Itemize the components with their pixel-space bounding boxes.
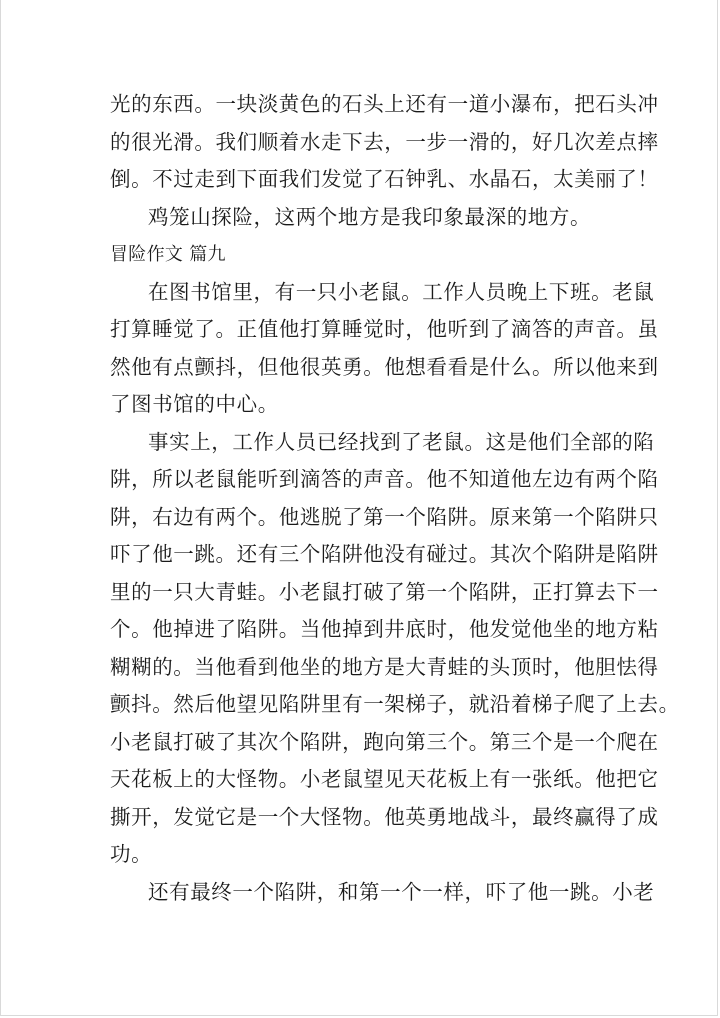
paragraph-start-line: 还有最终一个陷阱，和第一个一样，吓了他一跳。小老 <box>148 879 655 904</box>
text-line: 了图书馆的中心。 <box>110 392 279 416</box>
section-heading: 冒险作文 篇九 <box>110 244 226 265</box>
text-line: 撕开，发觉它是一个大怪物。他英勇地战斗，最终赢得了成 <box>110 804 659 829</box>
text-line: 的很光滑。我们顺着水走下去，一步一滑的，好几次差点摔 <box>110 129 659 154</box>
text-line: 里的一只大青蛙。小老鼠打破了第一个陷阱，正打算去下一 <box>110 579 659 604</box>
text-line: 天花板上的大怪物。小老鼠望见天花板上有一张纸。他把它 <box>110 767 659 791</box>
text-line: 糊糊的。当他看到他坐的地方是大青蛙的头顶时，他胆怯得 <box>110 654 659 679</box>
text-line: 个。他掉进了陷阱。当他掉到井底时，他发觉他坐的地方粘 <box>110 617 659 641</box>
text-line: 颤抖。然后他望见陷阱里有一架梯子，就沿着梯子爬了上去。 <box>110 692 680 716</box>
text-line: 然他有点颤抖，但他很英勇。他想看看是什么。所以他来到 <box>110 354 659 379</box>
text-line: 阱，所以老鼠能听到滴答的声音。他不知道他左边有两个陷 <box>110 467 659 491</box>
text-line: 倒。不过走到下面我们发觉了石钟乳、水晶石，太美丽了！ <box>110 167 659 191</box>
paragraph-start-line: 鸡笼山探险，这两个地方是我印象最深的地方。 <box>148 204 592 229</box>
text-line: 小老鼠打破了其次个陷阱，跑向第三个。第三个是一个爬在 <box>110 729 659 754</box>
text-line: 光的东西。一块淡黄色的石头上还有一道小瀑布，把石头冲 <box>110 92 659 116</box>
paragraph-start-line: 在图书馆里，有一只小老鼠。工作人员晚上下班。老鼠 <box>148 279 655 304</box>
text-line: 阱，右边有两个。他逃脱了第一个陷阱。原来第一个陷阱只 <box>110 504 659 529</box>
paragraph-start-line: 事实上，工作人员已经找到了老鼠。这是他们全部的陷 <box>148 429 655 454</box>
body-text <box>110 86 680 911</box>
text-line: 吓了他一跳。还有三个陷阱他没有碰过。其次个陷阱是陷阱 <box>110 542 659 566</box>
text-line: 打算睡觉了。正值他打算睡觉时，他听到了滴答的声音。虽 <box>110 317 659 341</box>
text-line: 功。 <box>110 842 153 866</box>
